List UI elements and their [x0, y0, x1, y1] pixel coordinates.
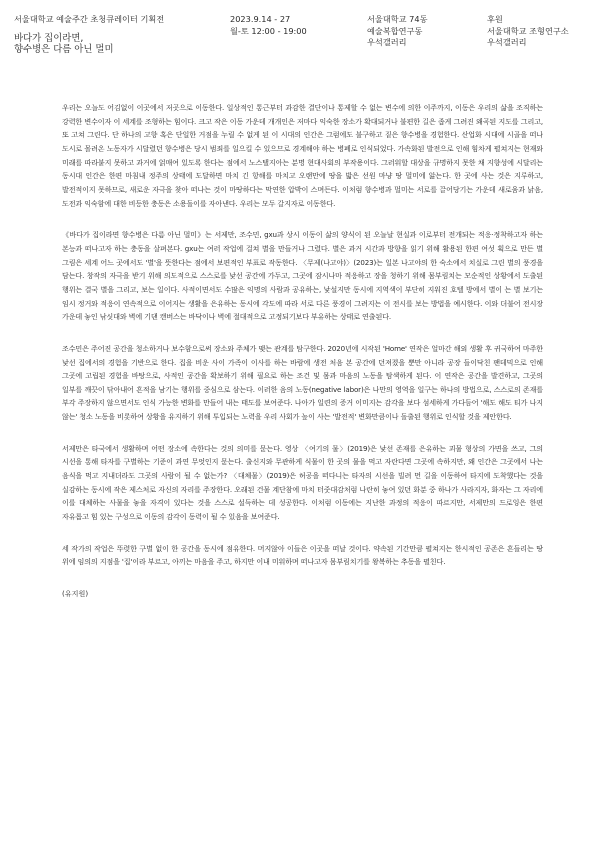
exhibition-subtitle: 향수병은 다름 아닌 멀미 — [14, 44, 114, 55]
exhibition-title: 바다가 집이라면, — [14, 32, 84, 44]
sponsor-institute: 서울대학교 조형연구소 — [487, 25, 569, 36]
header-sponsor — [487, 14, 569, 49]
venue-complex: 예술복합연구동 — [367, 25, 423, 36]
header-exhibition-info — [14, 14, 164, 56]
essay-paragraph-jo-sumin: 조수민은 주어진 공간을 청소하거나 보수함으로써 장소와 주체가 맺는 관계를 탐구한다. 2020년에 시작된 'Home' 연작은 얼마간 해외 생활 후 귀국하여 마주한 낯선 집에서의 경험을 기반으로 한다. 집을 비운 사이 가족이 이사를 하는 바람에 생전 처음 본 공간에 던져졌을 뿐만 아니라 공장 들이닥친 팬데믹으로 인해 그곳에 고립된 경험을 바탕으로, 사적인 공간을 확보하기 위해 필요로 하는 조건 및 몸과 마음의 노동을 탐색하게 된다. 이 연작은 공간을 발견하고, 그곳의 일부를 깨끗이 닦아내어 흔적을 남기는 행위를 중심으로 삼는다. 이러한 음의 노동(negative labor)은 나만의 영역을 일구는 하나의 방법으로, 스스로의 존재를 부각 주장하지 않으면서도 인식 가능한 변화를 만들어 내는 태도를 보여준다. 나아가 일련의 증거 이미지는 감각을 보다 섬세하게 가다듬어 '해도 해도 티가 나지 않는' 청소 노동을 비롯하여 상황을 유지하기 위해 투입되는 노력을 우리 사회가 높이 사는 '발전적' 변화만큼이나 돌출된 행위로 인식할 것을 제안한다. — [62, 343, 543, 422]
header — [0, 14, 595, 64]
sponsor-gallery: 우석갤러리 — [487, 37, 527, 47]
essay-paragraph-conclusion: 세 작가의 작업은 뚜렷한 구별 없이 한 공간을 동시에 점유한다. 머지않아 이들은 이곳을 떠날 것이다. 약속된 기간만큼 펼쳐지는 한시적인 공존은 흔들리는 땅 위에 임의의 지점을 '집'이라 부르고, 아끼는 마음을 주고, 하지만 이내 미워하며 떠나고자 몸부림치기를 왕복하는 추동을 펼친다. — [62, 543, 543, 567]
exhibition-dates: 2023.9.14 - 27 — [230, 14, 291, 24]
essay-author: (유지원) — [62, 589, 89, 599]
sponsor-label: 후원 — [487, 14, 503, 24]
venue-gallery: 우석갤러리 — [367, 37, 407, 47]
opening-hours: 월-토 12:00 - 19:00 — [230, 25, 307, 36]
header-schedule — [230, 14, 307, 37]
essay-body — [62, 101, 543, 601]
header-venue — [367, 14, 427, 49]
essay-paragraph-intro: 우리는 오늘도 어김없이 이곳에서 저곳으로 이동한다. 일상적인 통근부터 과감한 결단이나 통제할 수 없는 변수에 의한 이주까지, 이동은 우리의 삶을 조직하는 강력한 변수이자 이 세계를 조형하는 힘이다. 크고 작은 이동 가운데 개개인은 저마다 익숙한 장소가 확대되거나 불편한 길은 좁게 그려진 왜곡된 지도를 그리고, 또 고쳐 그린다. 단 하나의 고향 혹은 단일한 거점을 누릴 수 없게 된 이 시대의 인간은 그럼에도 불구하고 짙은 향수병을 경험한다. 산업화 시대에 시골을 떠나 도시로 몰려온 노동자가 시달렸던 향수병은 당시 범죄를 일으킬 수 있으므로 경계해야 하는 병폐로 인식되었다. 가속화된 발전으로 인해 힘차게 펼쳐지는 현재와 미래를 따라붙지 못하고 과거에 얽매여 있도록 한다는 점에서 노스탤지아는 분명 현대사회의 부작용이다. 그러워할 대상을 규명하지 못한 채 지향성에 시달리는 동시대 인간은 한편 마침내 정주의 상태에 도달하면 마치 긴 항해를 마치고 오랜만에 땅을 밟은 선원 마냥 땅 멀미에 앓는다. 한 곳에 사는 것은 지루하고, 발전적이지 못하므로, 새로운 자극을 찾아 떠나는 것이 마땅하다는 막연한 압박이 스며든다. 이처럼 향수병과 멀미는 서로를 끌어당기는 가운데 새로움과 낡음, 도전과 익숙함에 대한 비등한 충동은 소용돌이를 자아낸다. 우리는 모두 갈지자로 이동한다. — [62, 103, 543, 208]
venue-building: 서울대학교 74동 — [367, 14, 428, 24]
essay-paragraph-seo-jeman: 서제만은 타국에서 생활하며 어떤 장소에 속한다는 것의 의미를 묻는다. 영상 〈여기의 물〉(2019)은 낯선 존재를 은유하는 괴물 형상의 가면을 쓰고, 그의 시선을 통해 타자를 구별하는 기준이 과연 무엇인지 묻는다. 출신지와 무관하게 식물이 한 곳의 물을 먹고 자란다면 그곳에 속하지만, 왜 인간은 그곳에서 나는 음식을 먹고 지내더라도 그곳의 사람이 될 수 없는가? 〈대체물〉(2019)은 허공을 떠다니는 타자의 시선을 빌려 먼 길을 이동하여 타지에 도착했다는 것을 실감하는 동시에 작은 제스처로 자신의 자리를 주장한다. 오래된 건물 계단참에 마치 터줏대감처럼 나란히 놓여 있던 화분 중 하나가 사라지자, 화자는 그 자리에 이를 대체하는 사물을 놓을 자격이 있다는 것을 스스로 설득하는 데 성공한다. 이처럼 이동에는 지난한 과정의 적응이 따르지만, 서제만의 드로잉은 한편 자유롭고 힘 있는 구성으로 이동의 감각이 동력이 될 수 있음을 보여준다. — [62, 443, 543, 522]
essay-paragraph-gxu: 《바다가 집이라면 향수병은 다름 아닌 멀미》는 서제만, 조수민, gxu과 상시 이동이 삶의 양식이 된 오늘날 현실과 이로부터 전개되는 적응·정착하고자 하는 본능과 떠나고자 하는 충동을 살펴본다. gxu는 여러 작업에 걸쳐 별을 만들거나 그렸다. 별은 과거 시간과 방향을 읽기 위해 활용된 한편 여섯 획으로 만든 별 그림은 세계 어느 곳에서도 '별'을 뜻한다는 점에서 보편적인 부표로 작동한다. 〈무제(나고야)〉(2023)는 일본 나고야의 한 숙소에서 치실로 그린 별의 풍경을 담는다. 창작의 자극을 받기 위해 의도적으로 스스로를 낯선 공간에 가두고, 그곳에 잠시나마 적응하고 장을 청하기 위해 몸부림치는 모순적인 상황에서 도출된 행위는 결국 별을 그리고, 보는 일이다. 사적이면서도 수많은 익명의 사람과 공유하는, 낯설지만 동시에 지역색이 부단히 지워진 호텔 방에서 별이 는 별 보기는 임시 정거와 적응이 연속적으로 이어지는 생활을 은유하는 동시에 각도에 따라 서로 다른 풍경이 그려지는 이 전시를 보는 방법을 예시한다. 이와 더불어 전시장 가운데 놓인 낚싯대와 벽에 기댄 캔버스는 바닥이나 벽에 절대적으로 고정되기보다 부유하는 상태로 연출된다. — [62, 230, 543, 322]
series-title: 서울대학교 예술주간 초청큐레이터 기획전 — [14, 14, 165, 24]
